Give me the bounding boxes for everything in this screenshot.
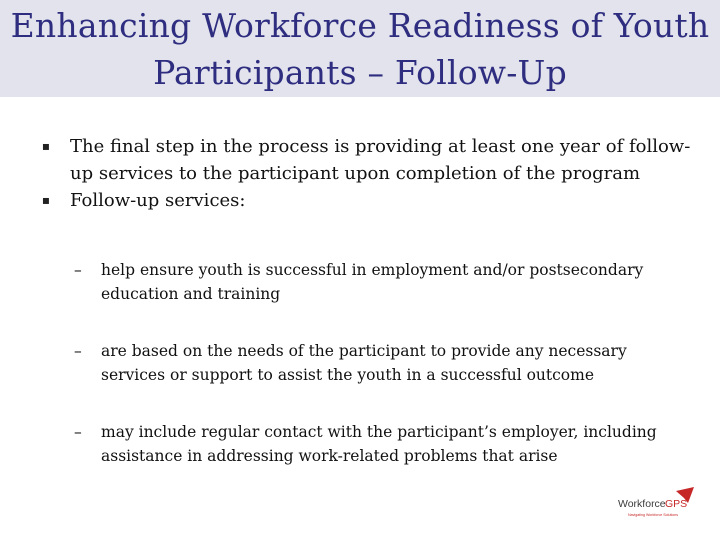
sub-bullet-text: help ensure youth is successful in employment and/or postsecondary education and training (101, 261, 644, 303)
logo-tagline: Navigating Workforce Solutions (628, 513, 679, 517)
sub-bullet-item (74, 339, 694, 387)
dash-marker: – (74, 342, 82, 360)
dash-marker: – (74, 261, 82, 279)
logo-text-dark: Workforce (618, 498, 666, 510)
dash-marker: – (74, 423, 82, 441)
square-bullet-icon: ▪ (41, 193, 51, 207)
logo-text-red: GPS (665, 498, 688, 510)
bullet-item (34, 187, 694, 214)
slide-title: Enhancing Workforce Readiness of Youth Participants – Follow-Up (10, 6, 710, 92)
workforcegps-logo (618, 487, 696, 521)
bullet-text: Follow-up services: (70, 190, 246, 211)
square-bullet-icon: ▪ (41, 139, 51, 153)
bullet-item (34, 133, 694, 187)
bullet-text: The final step in the process is providing at least one year of follow-up services to the participant upon completion of the program (70, 136, 691, 184)
sub-bullet-item (74, 258, 694, 306)
sub-bullet-item (74, 420, 694, 468)
bullet-list (34, 133, 694, 214)
sub-bullet-text: may include regular contact with the participant’s employer, including assistance in addressing work-related problems that arise (101, 423, 657, 465)
sub-bullet-text: are based on the needs of the participant to provide any necessary services or support to assist the youth in a successful outcome (101, 342, 627, 384)
